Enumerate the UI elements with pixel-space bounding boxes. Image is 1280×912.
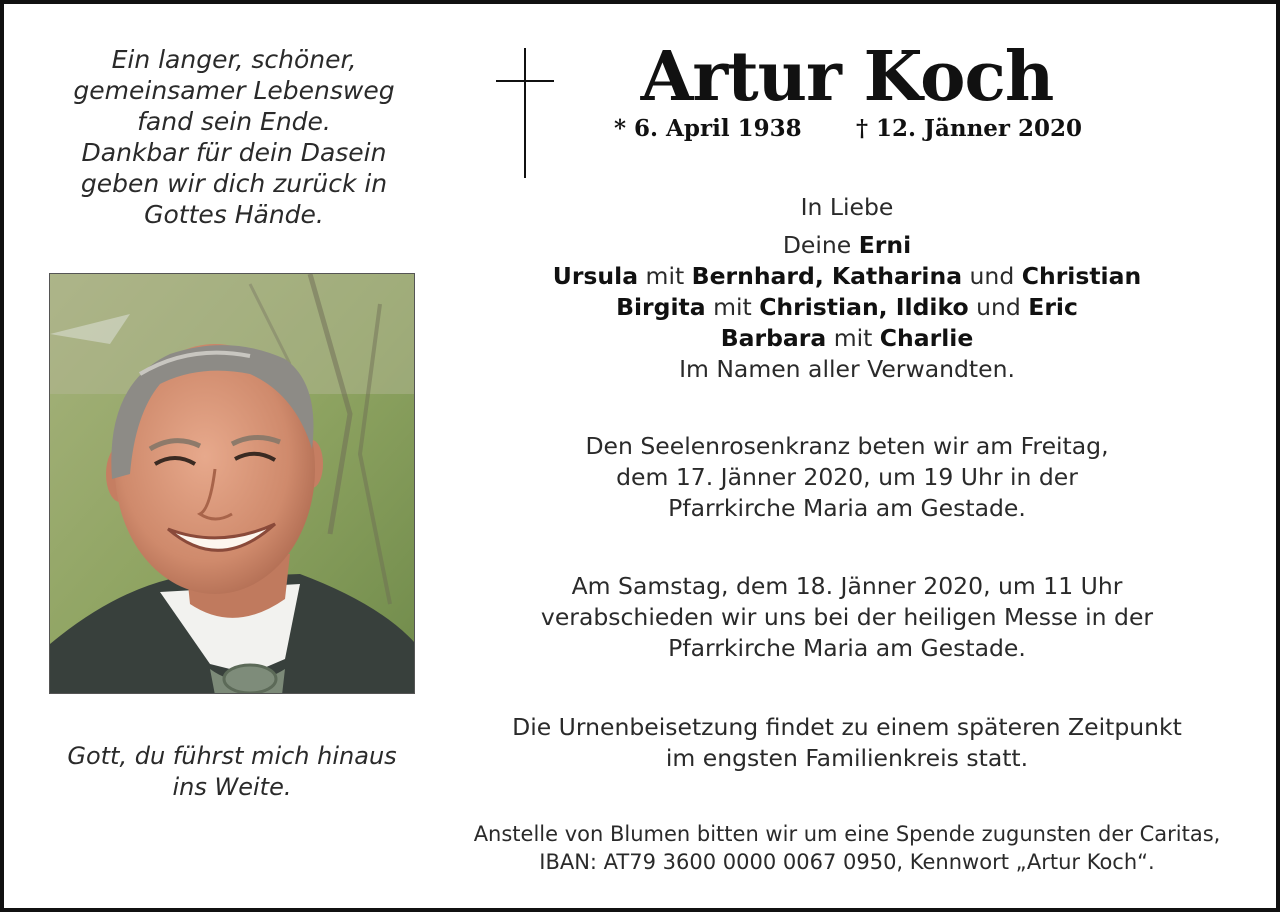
- family-line: Birgita mit Christian, Ildiko und Eric: [616, 293, 1078, 321]
- urn-notice: [454, 712, 1240, 774]
- verse-line: gemeinsamer Lebensweg: [73, 76, 395, 105]
- deceased-name: Artur Koch: [640, 37, 1054, 117]
- in-liebe-text: In Liebe: [800, 193, 894, 221]
- rosary-line: Den Seelenrosenkranz beten wir am Freitag,: [585, 432, 1109, 460]
- bottom-verse: [34, 741, 430, 803]
- verse-line: fand sein Ende.: [137, 107, 331, 136]
- mass-line: verabschieden wir uns bei der heiligen Messe in der: [540, 603, 1154, 631]
- urn-line: Die Urnenbeisetzung findet zu einem späteren Zeitpunkt: [512, 713, 1182, 741]
- mass-notice: [454, 571, 1240, 664]
- death-date: † 12. Jänner 2020: [856, 115, 1083, 142]
- rosary-line: Pfarrkirche Maria am Gestade.: [668, 494, 1026, 522]
- urn-line: im engsten Familienkreis statt.: [665, 744, 1029, 772]
- verse-line: geben wir dich zurück in: [80, 169, 388, 198]
- donation-line: Anstelle von Blumen bitten wir um eine Spende zugunsten der Caritas,: [473, 822, 1221, 846]
- portrait-photo: [49, 273, 415, 694]
- left-verse: [44, 44, 424, 230]
- donation-line: IBAN: AT79 3600 0000 0067 0950, Kennwort „Artur Koch“.: [539, 850, 1155, 874]
- mass-line: Pfarrkirche Maria am Gestade.: [668, 634, 1026, 662]
- birth-date: * 6. April 1938: [614, 115, 802, 142]
- family-line: Deine Erni: [782, 231, 912, 259]
- family-line: Im Namen aller Verwandten.: [679, 355, 1015, 383]
- verse-line: Ein langer, schöner,: [111, 45, 357, 74]
- verse-line: Gott, du führst mich hinaus: [67, 742, 397, 770]
- family-list: [454, 230, 1240, 385]
- family-line: Ursula mit Bernhard, Katharina und Christian: [552, 262, 1142, 290]
- portrait-image: [50, 274, 415, 694]
- verse-line: ins Weite.: [172, 773, 292, 801]
- verse-line: Gottes Hände.: [144, 200, 324, 229]
- verse-line: Dankbar für dein Dasein: [81, 138, 387, 167]
- rosary-notice: [454, 431, 1240, 524]
- donation-notice: [444, 820, 1250, 876]
- rosary-line: dem 17. Jänner 2020, um 19 Uhr in der: [616, 463, 1078, 491]
- in-liebe: [454, 192, 1240, 223]
- cross-icon: [496, 48, 554, 178]
- family-line: Barbara mit Charlie: [720, 324, 974, 352]
- mass-line: Am Samstag, dem 18. Jänner 2020, um 11 Uhr: [571, 572, 1123, 600]
